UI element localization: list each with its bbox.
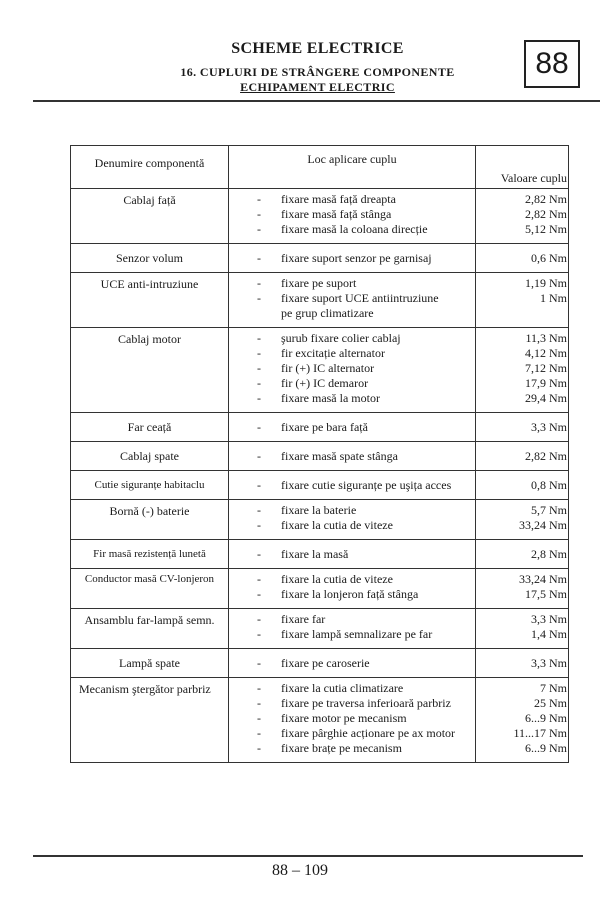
torque-value: 5,7 Nm <box>531 503 567 517</box>
location-line <box>257 696 475 711</box>
torque-value: 1,4 Nm <box>531 627 567 641</box>
location-text: fixare suport UCE antiintruziune <box>281 291 439 305</box>
table-row <box>71 678 569 763</box>
bullet-dash: - <box>257 376 261 390</box>
torque-value: 1 Nm <box>540 291 567 305</box>
component-name: Senzor volum <box>71 244 229 273</box>
torque-value: 29,4 Nm <box>525 391 567 405</box>
application-locations <box>229 678 476 763</box>
location-line <box>257 361 475 376</box>
location-line <box>257 346 475 361</box>
application-locations <box>229 609 476 649</box>
bullet-dash: - <box>257 207 261 221</box>
torque-value: 0,6 Nm <box>531 250 567 265</box>
bullet-dash: - <box>257 518 261 532</box>
application-locations <box>229 244 476 273</box>
location-line <box>257 547 475 562</box>
torque-values <box>476 244 569 273</box>
table-row <box>71 569 569 609</box>
application-locations <box>229 413 476 442</box>
component-name: Cablaj spate <box>71 442 229 471</box>
location-text: fixare la cutia de viteze <box>281 572 393 586</box>
application-locations <box>229 328 476 413</box>
location-text: fixare far <box>281 612 326 626</box>
component-name: Bornă (-) baterie <box>71 500 229 540</box>
torque-values <box>476 189 569 244</box>
location-line <box>257 291 475 306</box>
bullet-dash: - <box>257 627 261 641</box>
location-line <box>257 656 475 671</box>
torque-value <box>476 306 567 321</box>
application-locations <box>229 569 476 609</box>
bullet-dash: - <box>257 726 261 740</box>
bullet-dash: - <box>257 612 261 626</box>
torque-table <box>70 145 569 763</box>
torque-values <box>476 273 569 328</box>
location-line <box>257 587 475 602</box>
component-name: Fir masă rezistență lunetă <box>71 540 229 569</box>
torque-values <box>476 649 569 678</box>
application-locations <box>229 649 476 678</box>
page-number: 88 – 109 <box>272 862 328 879</box>
torque-values <box>476 413 569 442</box>
torque-value: 3,3 Nm <box>531 419 567 434</box>
bullet-dash: - <box>257 250 261 265</box>
location-text: fixare motor pe mecanism <box>281 711 407 725</box>
location-text: fixare pe bara față <box>281 419 368 434</box>
location-text: fixare lampă semnalizare pe far <box>281 627 433 641</box>
footer-rule <box>33 855 583 857</box>
location-text: şurub fixare colier cablaj <box>281 331 401 345</box>
bullet-dash: - <box>257 711 261 725</box>
table-row <box>71 540 569 569</box>
location-line <box>257 503 475 518</box>
table-header-row <box>71 146 569 189</box>
location-text: fixare masă la motor <box>281 391 380 405</box>
table-row <box>71 244 569 273</box>
location-text: fixare masă față stânga <box>281 207 392 221</box>
location-text: fixare suport senzor pe garnisaj <box>281 250 432 265</box>
component-name: Cutie siguranțe habitaclu <box>71 471 229 500</box>
location-text: fir excitație alternator <box>281 346 385 360</box>
component-name: Ansamblu far-lampă semn. <box>71 609 229 649</box>
location-line <box>257 518 475 533</box>
component-name: Cablaj față <box>71 189 229 244</box>
torque-values <box>476 609 569 649</box>
bullet-dash: - <box>257 192 261 206</box>
location-line <box>257 222 475 237</box>
section-title: SCHEME ELECTRICE <box>231 40 404 57</box>
bullet-dash: - <box>257 346 261 360</box>
bullet-dash: - <box>257 681 261 695</box>
location-line <box>257 711 475 726</box>
torque-value: 3,3 Nm <box>531 655 567 670</box>
bullet-dash: - <box>257 448 261 463</box>
location-text: fixare pe caroserie <box>281 655 370 670</box>
torque-value: 33,24 Nm <box>519 518 567 532</box>
component-name: Lampă spate <box>71 649 229 678</box>
table-row <box>71 273 569 328</box>
bullet-dash: - <box>257 419 261 434</box>
torque-value: 4,12 Nm <box>525 346 567 360</box>
location-line <box>257 391 475 406</box>
location-line <box>257 726 475 741</box>
torque-value: 2,82 Nm <box>525 448 567 463</box>
bullet-dash: - <box>257 587 261 601</box>
torque-values <box>476 471 569 500</box>
location-text: fixare la cutia climatizare <box>281 681 404 695</box>
chapter-number-box: 88 <box>524 40 580 88</box>
torque-value: 2,82 Nm <box>525 192 567 206</box>
location-line <box>257 251 475 266</box>
location-line <box>257 420 475 435</box>
bullet-dash: - <box>257 331 261 345</box>
table-row <box>71 442 569 471</box>
component-name: Conductor masă CV-lonjeron <box>71 569 229 609</box>
application-locations <box>229 540 476 569</box>
column-header-value: Valoare cuplu <box>476 146 569 189</box>
bullet-dash: - <box>257 222 261 236</box>
bullet-dash: - <box>257 503 261 517</box>
application-locations <box>229 189 476 244</box>
location-text: fir (+) IC alternator <box>281 361 375 375</box>
bullet-dash: - <box>257 546 261 561</box>
torque-value: 17,9 Nm <box>525 376 567 390</box>
application-locations <box>229 442 476 471</box>
header-rule <box>33 100 600 102</box>
torque-value: 1,19 Nm <box>525 276 567 290</box>
location-text: fixare la lonjeron față stânga <box>281 587 419 601</box>
location-line <box>257 306 475 321</box>
location-text: pe grup climatizare <box>281 306 374 320</box>
torque-values <box>476 569 569 609</box>
torque-values <box>476 678 569 763</box>
location-line <box>257 192 475 207</box>
torque-value: 2,8 Nm <box>531 546 567 561</box>
component-name: Mecanism ştergător parbriz <box>71 678 229 763</box>
location-line <box>257 741 475 756</box>
location-text: fixare la baterie <box>281 503 357 517</box>
location-text: fixare la cutia de viteze <box>281 518 393 532</box>
location-line <box>257 612 475 627</box>
bullet-dash: - <box>257 572 261 586</box>
bullet-dash: - <box>257 655 261 670</box>
location-text: fixare brațe pe mecanism <box>281 741 402 755</box>
torque-value: 17,5 Nm <box>525 587 567 601</box>
location-text: fixare masă spate stânga <box>281 448 398 463</box>
application-locations <box>229 273 476 328</box>
location-line <box>257 478 475 493</box>
location-text: fixare pe suport <box>281 276 357 290</box>
location-line <box>257 376 475 391</box>
torque-value: 3,3 Nm <box>531 612 567 626</box>
torque-value: 7 Nm <box>540 681 567 695</box>
bullet-dash: - <box>257 361 261 375</box>
bullet-dash: - <box>257 741 261 755</box>
table-row <box>71 413 569 442</box>
table-row <box>71 649 569 678</box>
application-locations <box>229 500 476 540</box>
torque-values <box>476 500 569 540</box>
location-text: fixare masă față dreapta <box>281 192 396 206</box>
torque-values <box>476 540 569 569</box>
subtitle <box>130 65 505 95</box>
table-row <box>71 328 569 413</box>
torque-value: 6...9 Nm <box>525 741 567 755</box>
location-text: fixare masă la coloana direcție <box>281 222 428 236</box>
table-row <box>71 500 569 540</box>
torque-value: 0,8 Nm <box>531 477 567 492</box>
bullet-dash: - <box>257 696 261 710</box>
torque-value: 33,24 Nm <box>519 572 567 586</box>
location-text: fixare pârghie acționare pe ax motor <box>281 726 456 740</box>
location-line <box>257 572 475 587</box>
location-text: fixare cutie siguranțe pe uşița acces <box>281 477 452 492</box>
location-text: fixare la masă <box>281 546 349 561</box>
location-line <box>257 207 475 222</box>
bullet-dash: - <box>257 477 261 492</box>
location-text: fixare pe traversa inferioară parbriz <box>281 696 451 710</box>
location-line <box>257 331 475 346</box>
table-row <box>71 471 569 500</box>
bullet-dash: - <box>257 291 261 305</box>
location-line <box>257 627 475 642</box>
bullet-dash: - <box>257 276 261 290</box>
torque-value: 25 Nm <box>534 696 567 710</box>
torque-value: 2,82 Nm <box>525 207 567 221</box>
table-row <box>71 609 569 649</box>
location-line <box>257 276 475 291</box>
application-locations <box>229 471 476 500</box>
component-name: UCE anti-intruziune <box>71 273 229 328</box>
torque-value: 11,3 Nm <box>525 331 567 345</box>
location-line <box>257 449 475 464</box>
torque-value: 7,12 Nm <box>525 361 567 375</box>
component-name: Cablaj motor <box>71 328 229 413</box>
column-header-location: Loc aplicare cuplu <box>229 146 476 189</box>
column-header-component: Denumire componentă <box>71 146 229 189</box>
torque-values <box>476 328 569 413</box>
bullet-dash: - <box>257 391 261 405</box>
torque-values <box>476 442 569 471</box>
location-text: fir (+) IC demaror <box>281 376 369 390</box>
table-row <box>71 189 569 244</box>
subtitle-line-2: ECHIPAMENT ELECTRIC <box>240 80 395 94</box>
table-body <box>71 189 569 763</box>
location-line <box>257 681 475 696</box>
subtitle-line-1: 16. CUPLURI DE STRÂNGERE COMPONENTE <box>180 65 455 79</box>
torque-value: 11...17 Nm <box>513 726 567 740</box>
torque-value: 6...9 Nm <box>525 711 567 725</box>
torque-value: 5,12 Nm <box>525 222 567 236</box>
component-name: Far ceață <box>71 413 229 442</box>
